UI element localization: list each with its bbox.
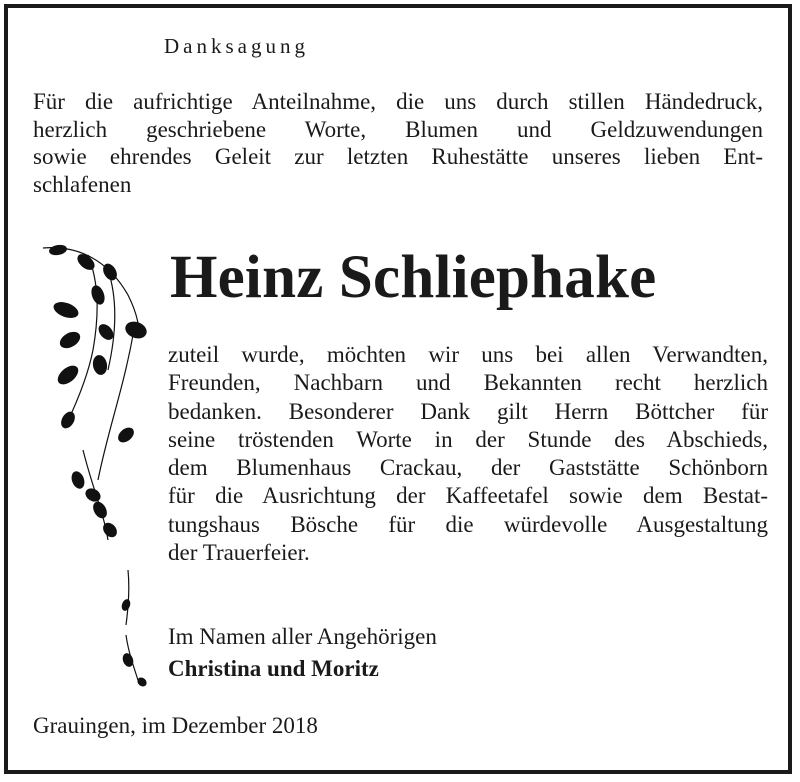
intro-text [33,88,763,198]
signature-names: Christina und Moritz [168,656,379,681]
intro-line: Für die aufrichtige Anteilnahme, die uns durch stillen Händedruck, [33,89,763,114]
deceased-name: Heinz Schliephake [170,244,657,311]
body-line: der Trauerfeier. [168,540,310,566]
body-line: Freunden, Nachbarn und Bekannten recht herzlich [168,370,768,396]
body-line: tungshaus Bösche für die würdevolle Ausgestaltung [168,511,768,537]
notice-heading: Danksagung [164,34,309,58]
body-line: seine tröstenden Worte in der Stunde des Abschieds, [168,426,768,452]
body-line: bedanken. Besonderer Dank gilt Herrn Böttcher für [168,398,768,424]
leaf-vine-icon [38,240,158,700]
body-line: dem Blumenhaus Crackau, der Gaststätte Schönborn [168,455,768,481]
intro-line: schlafenen [33,171,132,197]
place-date: Grauingen, im Dezember 2018 [33,713,318,738]
signature-intro: Im Namen aller Angehörigen [168,624,437,649]
body-line: für die Ausrichtung der Kaffeetafel sowie dem Bestat- [168,483,768,509]
intro-line: sowie ehrendes Geleit zur letzten Ruhestätte unseres lieben Ent- [33,144,763,169]
body-text [168,341,768,567]
body-line: zuteil wurde, möchten wir uns bei allen Verwandten, [168,342,768,367]
intro-line: herzlich geschriebene Worte, Blumen und Geldzuwendungen [33,116,763,142]
